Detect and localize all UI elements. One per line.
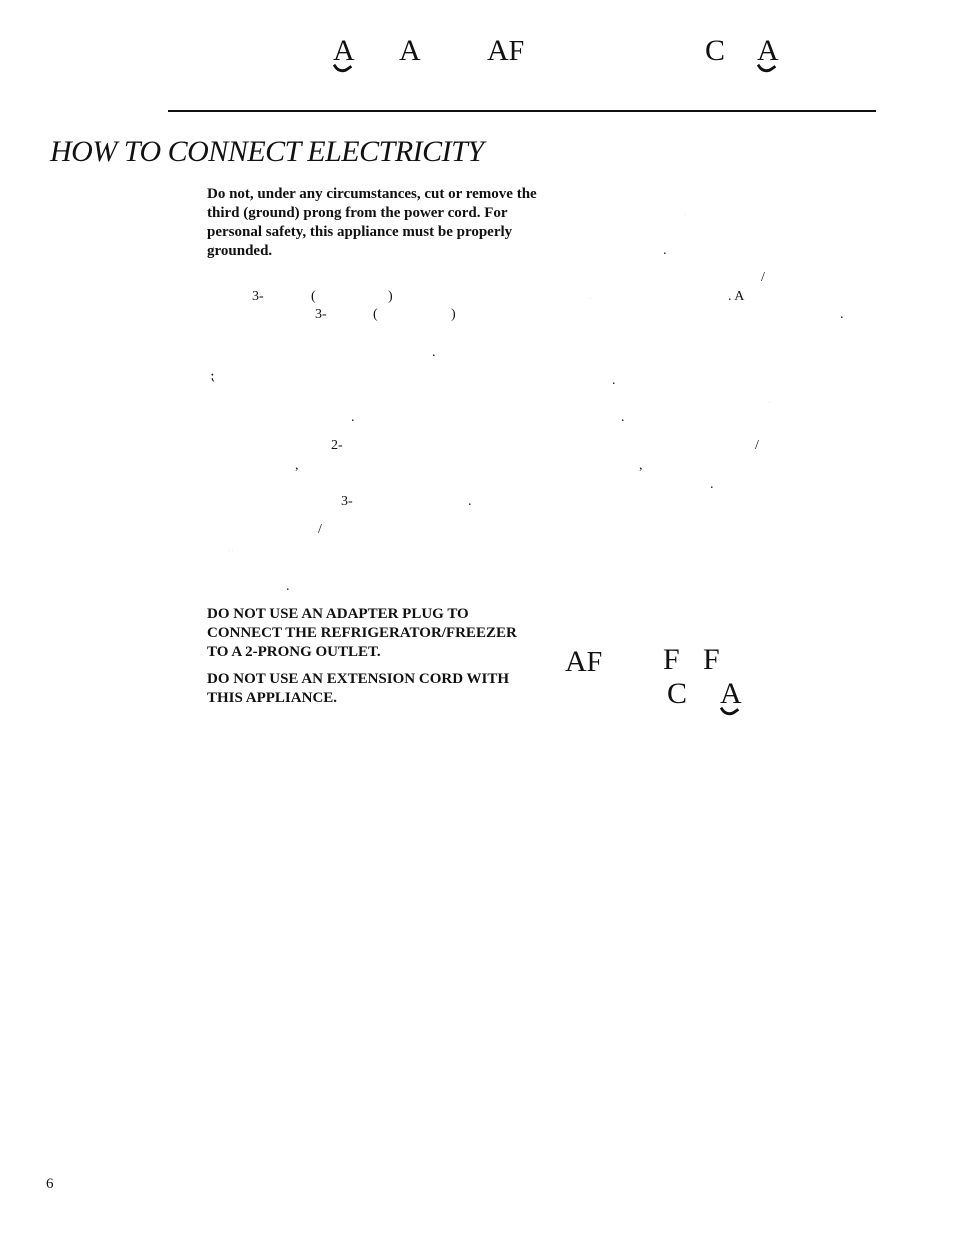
faint-dots-3: ·	[589, 296, 591, 302]
fragment-mark: ⁏	[210, 369, 215, 384]
header-glyph-2: A	[399, 34, 421, 67]
faint-dots-2: ·	[684, 212, 686, 218]
page-number: 6	[46, 1176, 54, 1192]
header-glyph-5: A	[757, 36, 779, 66]
header-glyph-1: A	[333, 36, 355, 66]
fragment-period-3: .	[468, 494, 472, 509]
faint-dots: · ·	[228, 548, 234, 554]
fragment-period-4: .	[286, 579, 290, 594]
header-glyph-3: AF	[487, 34, 525, 67]
fragment-period-9: .	[710, 477, 714, 492]
fragment-paren-open-2: (	[373, 307, 378, 322]
fragment-3-prong-2: 3-	[315, 307, 327, 322]
header-glyph-4: C	[705, 34, 726, 67]
lower-glyph-5: A	[720, 679, 742, 709]
fragment-paren-open-1: (	[311, 289, 316, 304]
extension-cord-notice: DO NOT USE AN EXTENSION CORD WITH THIS APPLIANCE.	[207, 671, 510, 706]
fragment-slash-2: /	[761, 270, 765, 285]
lower-glyph-3: F	[703, 643, 720, 676]
fragment-dot-a: . A	[728, 289, 745, 304]
faint-dots-4: ·	[768, 400, 770, 406]
lower-glyph-1: AF	[565, 645, 603, 678]
fragment-paren-close-2: )	[451, 307, 456, 322]
fragment-3-prong-3: 3-	[341, 494, 353, 509]
fragment-period-5: .	[663, 243, 667, 258]
adapter-plug-notice: DO NOT USE AN ADAPTER PLUG TO CONNECT THE REFRIGERATOR/FREEZER TO A 2-PRONG OUTLET.	[207, 606, 517, 660]
flag-mark: F	[508, 36, 525, 67]
fragment-period-8: .	[621, 410, 625, 425]
fragment-paren-close-1: )	[388, 289, 393, 304]
fragment-3-prong-1: 3-	[252, 289, 264, 304]
header-rule	[168, 110, 876, 112]
lower-glyph-4: C	[667, 677, 688, 710]
fragment-2-prong: 2-	[331, 438, 343, 453]
fragment-comma-2: ,	[639, 458, 643, 473]
section-title: HOW TO CONNECT ELECTRICITY	[50, 135, 484, 168]
grounding-warning: Do not, under any circumstances, cut or remove the third (ground) prong from the power cord. For personal safety, this appliance must be properly grounded.	[207, 186, 537, 259]
fragment-period-2: .	[351, 410, 355, 425]
fragment-comma-1: ,	[295, 458, 299, 473]
fragment-period-6: .	[840, 307, 844, 322]
lower-glyph-2: F	[663, 643, 680, 676]
fragment-slash-1: /	[318, 522, 322, 537]
fragment-period-1: .	[432, 345, 436, 360]
fragment-slash-3: /	[755, 438, 759, 453]
fragment-period-7: .	[612, 373, 616, 388]
